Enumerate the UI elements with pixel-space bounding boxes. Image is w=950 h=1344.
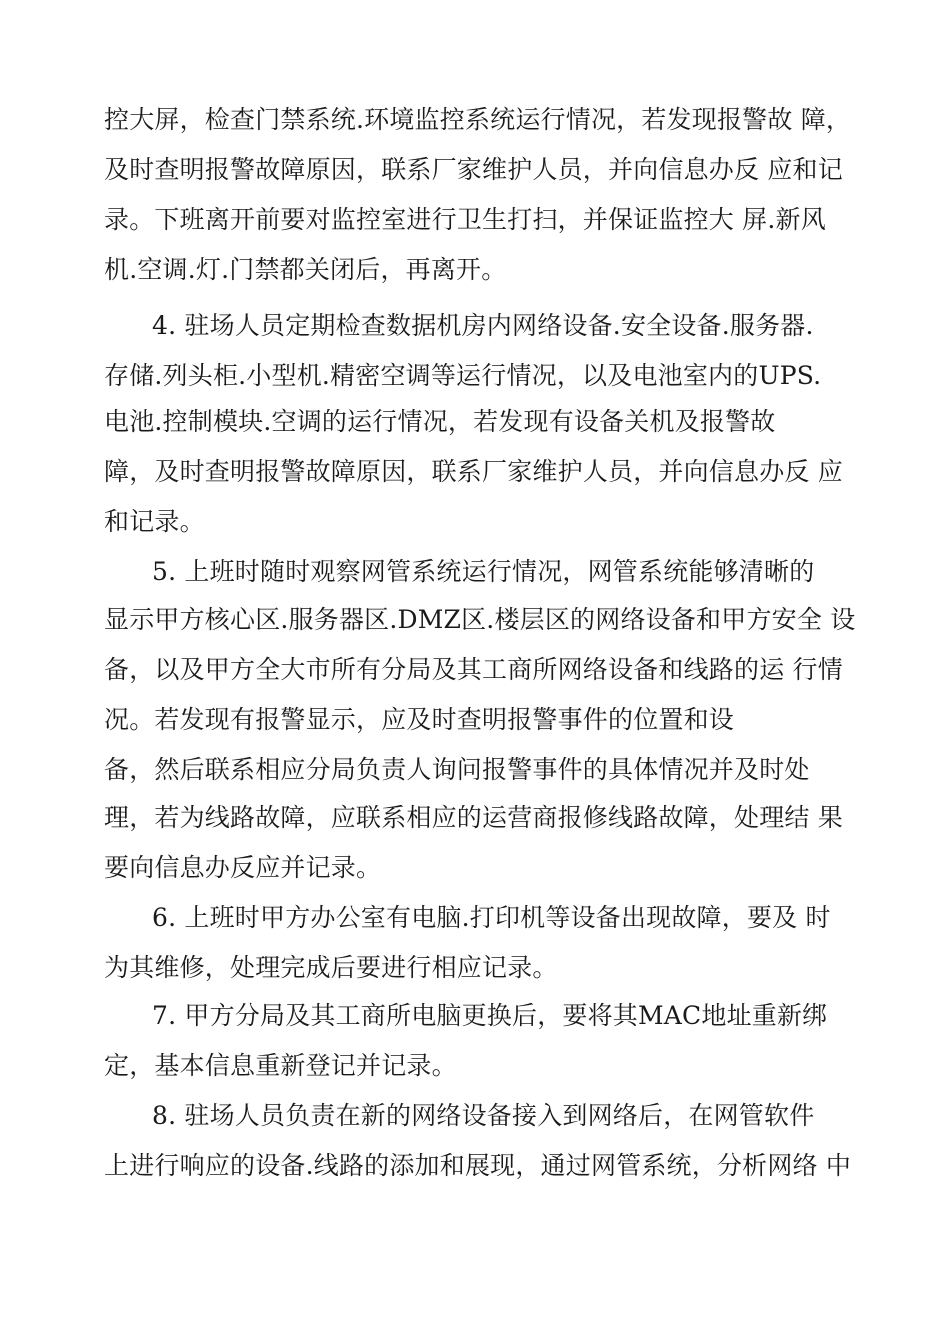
text-line: 况。若发现有报警显示，应及时查明报警事件的位置和设: [104, 705, 735, 734]
paragraph-8-first-line: 8. 驻场人员负责在新的网络设备接入到网络后，在网管软件: [152, 1101, 815, 1130]
paragraph-7-first-line: 7. 甲方分局及其工商所电脑更换后，要将其MAC地址重新绑: [152, 1001, 828, 1030]
text-line: 和记录。: [104, 507, 205, 536]
text-line: 存储.列头柜.小型机.精密空调等运行情况，以及电池室内的UPS.: [104, 361, 822, 390]
paragraph-6-first-line: 6. 上班时甲方办公室有电脑.打印机等设备出现故障，要及 时: [152, 903, 831, 932]
text-line: 为其维修，处理完成后要进行相应记录。: [104, 953, 558, 982]
text-line: 备，以及甲方全大市所有分局及其工商所网络设备和线路的运 行情: [104, 655, 843, 684]
text-line: 理，若为线路故障，应联系相应的运营商报修线路故障，处理结 果: [104, 803, 843, 832]
text-line: 上进行响应的设备.线路的添加和展现，通过网管系统，分析网络 中: [104, 1151, 852, 1180]
paragraph-4-first-line: 4. 驻场人员定期检查数据机房内网络设备.安全设备.服务器.: [152, 311, 814, 340]
text-line: 要向信息办反应并记录。: [104, 853, 382, 882]
paragraph-5-first-line: 5. 上班时随时观察网管系统运行情况，网管系统能够清晰的: [152, 557, 815, 586]
text-line: 及时查明报警故障原因，联系厂家维护人员，并向信息办反 应和记: [104, 155, 843, 184]
text-line: 显示甲方核心区.服务器区.DMZ区.楼层区的网络设备和甲方安全 设: [104, 605, 856, 634]
text-line: 录。下班离开前要对监控室进行卫生打扫，并保证监控大 屏.新风: [104, 205, 826, 234]
text-line: 机.空调.灯.门禁都关闭后，再离开。: [104, 255, 507, 284]
text-line: 障，及时查明报警故障原因，联系厂家维护人员，并向信息办反 应: [104, 457, 843, 486]
text-line: 控大屏，检查门禁系统.环境监控系统运行情况，若发现报警故 障，: [104, 105, 852, 134]
text-line: 电池.控制模块.空调的运行情况，若发现有设备关机及报警故: [104, 407, 776, 436]
text-line: 定，基本信息重新登记并记录。: [104, 1051, 457, 1080]
text-line: 备，然后联系相应分局负责人询问报警事件的具体情况并及时处: [104, 755, 810, 784]
